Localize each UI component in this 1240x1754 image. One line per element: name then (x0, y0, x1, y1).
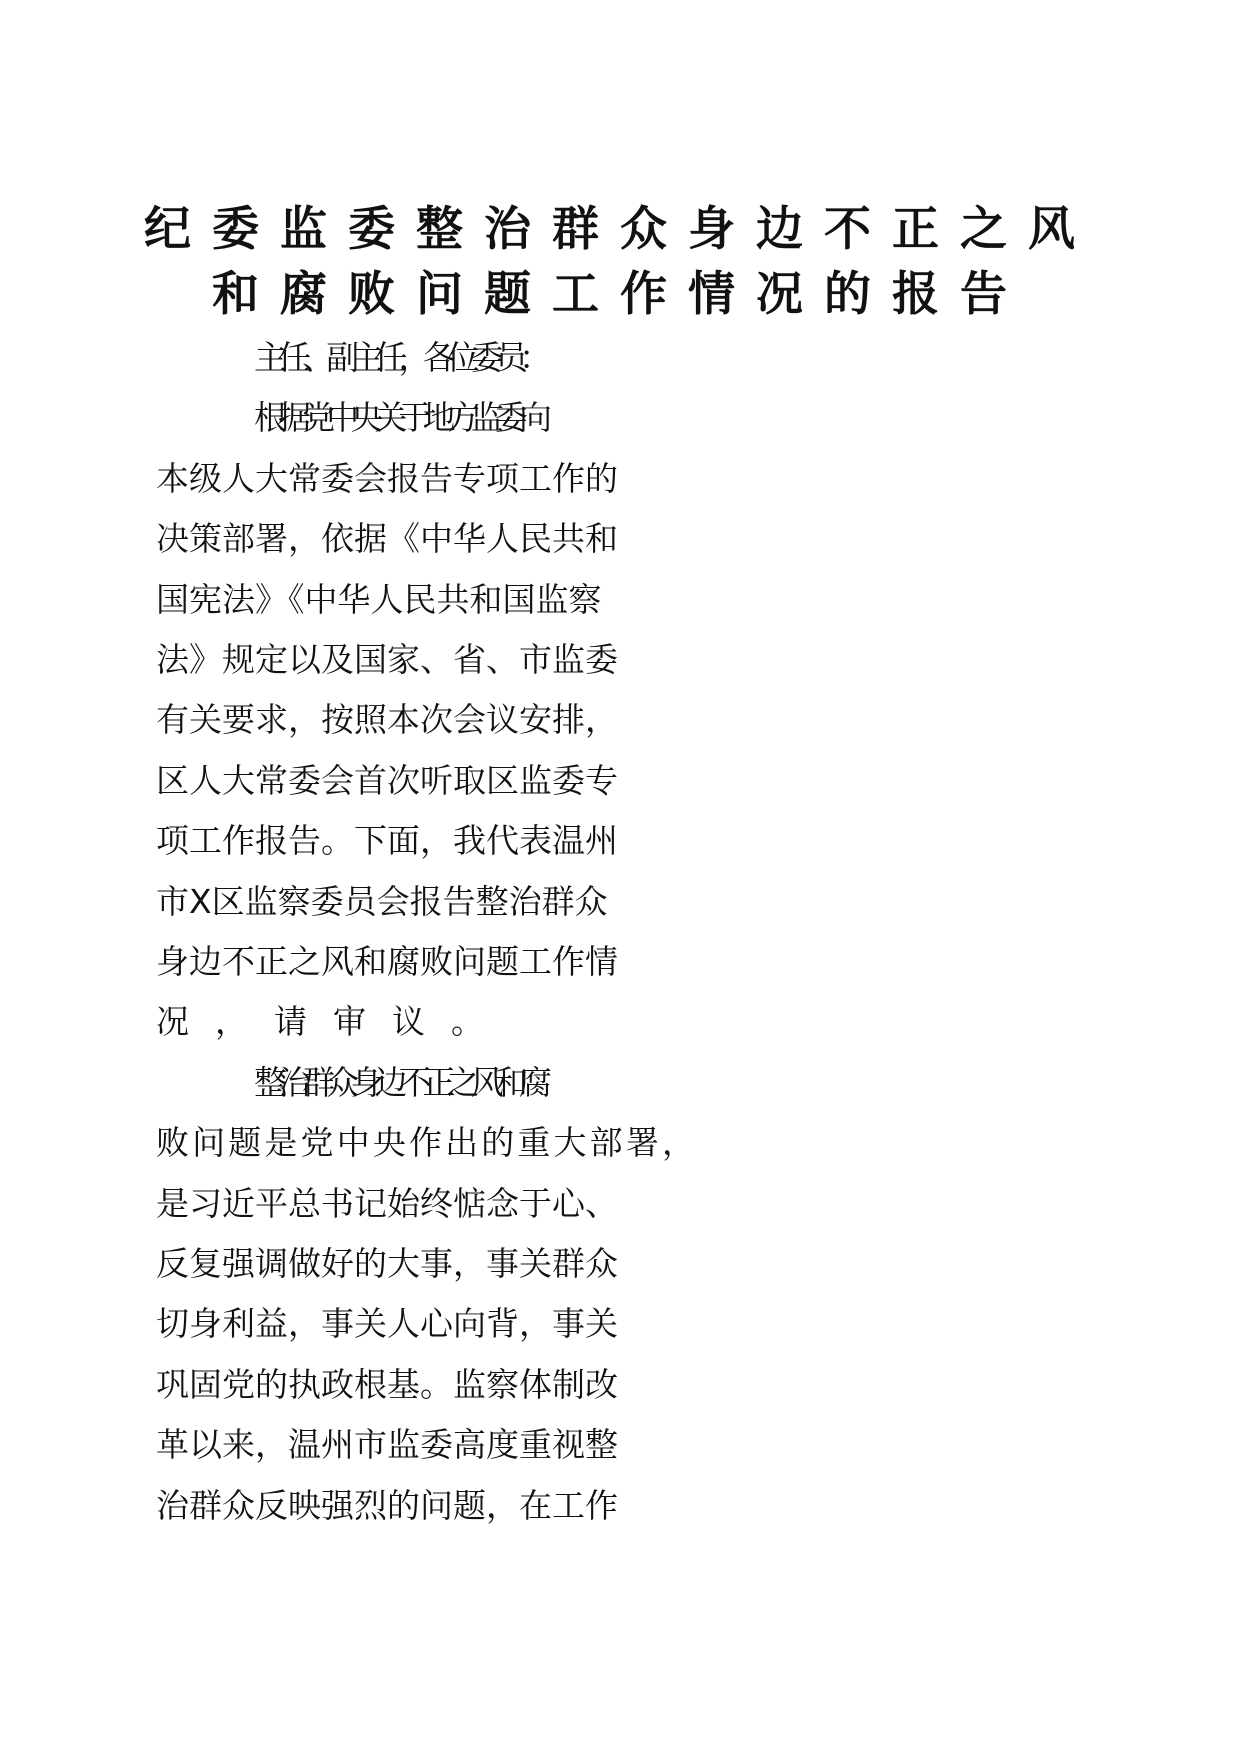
body-line: 根据党中央关于地方监委向 (254, 398, 544, 437)
body-line: 国宪法》《中华人民共和国监察 (156, 580, 602, 619)
body-line: 巩固党的执政根基。监察体制改 (156, 1365, 618, 1404)
body-line: 切身利益，事关人心向背，事关 (156, 1304, 618, 1343)
body-line: 法》规定以及国家、省、市监委 (156, 640, 618, 679)
body-line: 主任、副主任，各位委员： (254, 338, 544, 377)
document-title-line-1: 纪委监委整治群众身边不正之风 (144, 202, 1096, 257)
body-line: 项工作报告。下面，我代表温州 (156, 821, 618, 860)
body-line: 区人大常委会首次听取区监委专 (156, 761, 618, 800)
document-title-line-2: 和腐败问题工作情况的报告 (212, 267, 1028, 322)
body-line: 身边不正之风和腐败问题工作情 (156, 942, 618, 981)
body-line: 反复强调做好的大事，事关群众 (156, 1244, 618, 1283)
body-line: 整治群众身边不正之风和腐 (254, 1063, 544, 1102)
body-line: 市X区监察委员会报告整治群众 (156, 882, 608, 921)
body-line: 本级人大常委会报告专项工作的 (156, 459, 618, 498)
body-line: 治群众反映强烈的问题，在工作 (156, 1486, 618, 1525)
body-line: 是习近平总书记始终惦念于心、 (156, 1184, 618, 1223)
body-line: 决策部署，依据《中华人民共和 (156, 519, 618, 558)
body-line: 有关要求，按照本次会议安排， (156, 700, 618, 739)
body-line: 败问题是党中央作出的重大部署， (156, 1123, 699, 1162)
body-line: 况，请审议。 (156, 1002, 510, 1041)
body-line: 革以来，温州市监委高度重视整 (156, 1425, 618, 1464)
